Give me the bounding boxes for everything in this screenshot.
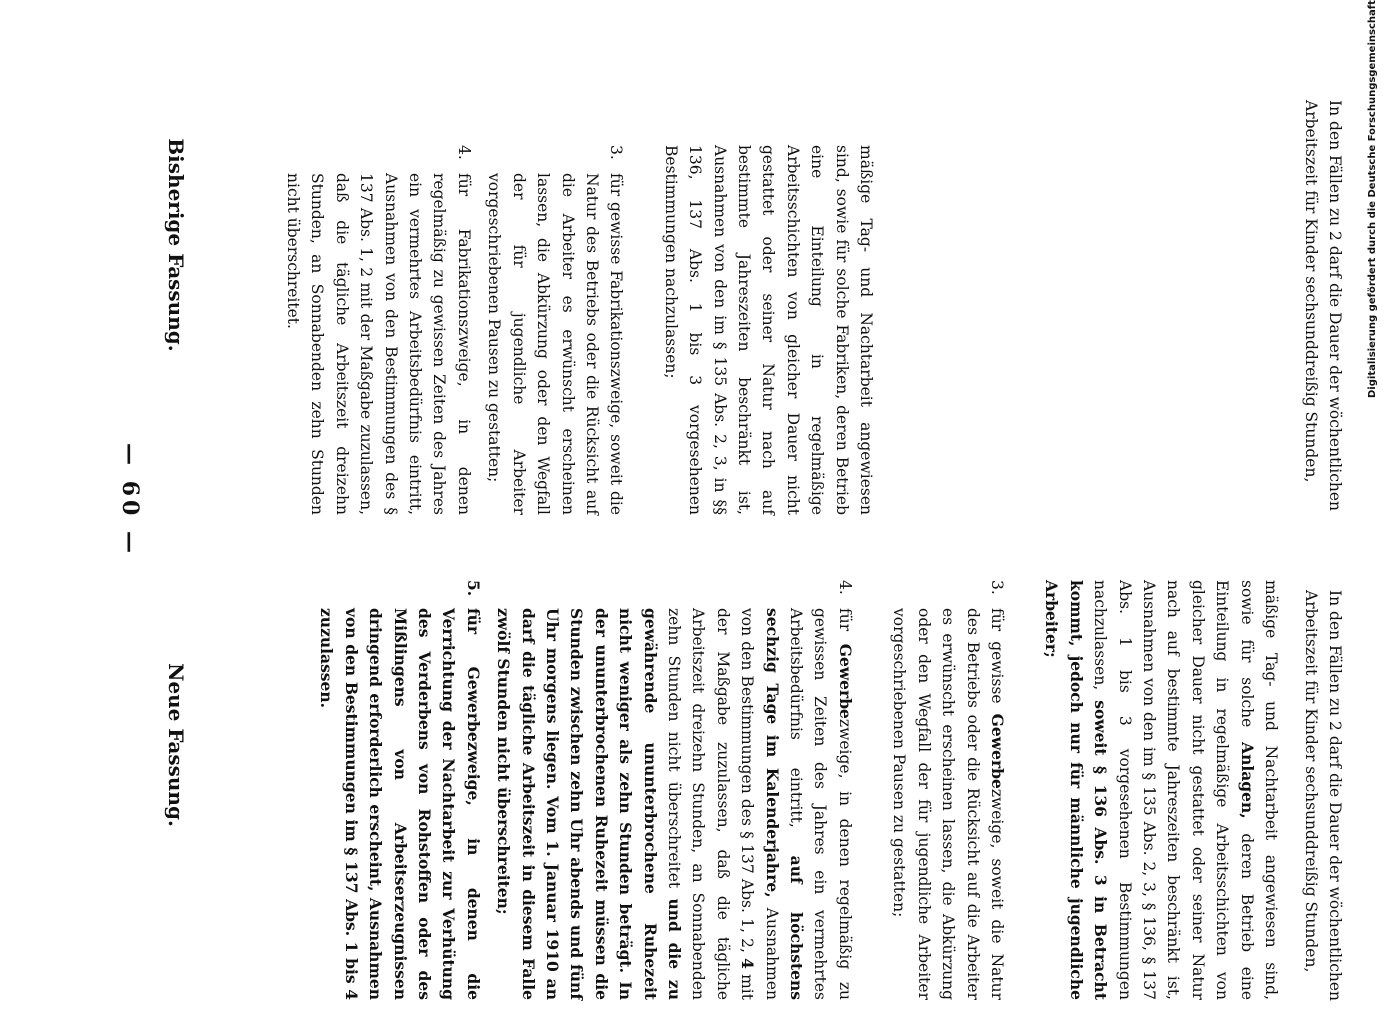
- left-item-4: [281, 145, 476, 515]
- right-item-4: [491, 580, 857, 1000]
- left-column: [218, 145, 878, 515]
- right-item-3-number: 3.: [987, 580, 1006, 595]
- right-item-4-bold-3: 4: [738, 958, 758, 969]
- right-item-4-mid-2: Ausnahmen von den Bestimmungen des § 137 Abs. 1, 2,: [738, 608, 781, 1000]
- credit-text: Digitalisierung gefördert durch die Deutsche Forschungsgemeinschaft: [1367, 0, 1378, 398]
- right-item-4-mid-3: mit der Maßgabe zuzulassen, daß die tägliche Arbeitszeit dreizehn Stunden, an Sonnabenden zehn Stunden nicht überschreitet: [665, 608, 757, 1000]
- right-intro-text-2: deren Betrieb eine Einteilung in regelmäßige Arbeitsschichten von gleicher Dauer nicht gestattet oder seiner Natur nach auf bestimmte Jahreszeiten beschränkt ist, Ausnahmen von den im § 135 Abs. 2, 3, § 136, § 137 Abs. 1 bis 3 vorgesehenen Bestimmungen nachzulassen,: [1091, 580, 1256, 1000]
- left-item-4-text: für Fabrikationszweige, in denen regelmäßig zu gewissen Zeiten des Jahres ein vermehrtes Arbeitsbedürfnis eintritt, Ausnahmen von den Bestimmungen des § 137 Abs. 1, 2 mit der Maßgabe zuzulassen, daß die tägliche Arbeitszeit dreizehn Stunden, an Sonnabenden zehn Stunden nicht überschreitet.: [284, 173, 473, 515]
- right-item-4-bold-4: und die zu gewährende ununterbrochene Ruhezeit nicht weniger als zehn Stunden beträgt. In der ununterbrochenen Ruhezeit müssen die Stunden zwischen zehn Uhr abends und fünf Uhr morgens liegen. Vom 1. Januar 1910 an darf die tägliche Arbeitszeit in diesem Falle zwölf Stunden nicht überschreiten;: [494, 608, 685, 1000]
- right-column: [203, 580, 1283, 1000]
- left-column-heading: Bisherige Fassung.: [164, 138, 188, 352]
- right-item-4-number: 4.: [835, 580, 854, 595]
- right-intro-bold-1: Anlagen,: [1237, 742, 1257, 819]
- right-item-3-pre: für gewisse: [987, 608, 1006, 714]
- left-item-3: [482, 145, 628, 515]
- right-item-4-bold-1: Gewerbe: [835, 643, 855, 719]
- digitization-credit: [1367, 0, 1379, 398]
- left-intro: mäßige Tag- und Nachtarbeit angewiesen sind, sowie für solche Fabriken, deren Betrieb eine Einteilung in regelmäßige Arbeitsschichten von gleicher Dauer nicht gestattet oder seiner Natur nach auf bestimmte Jahreszeiten beschränkt ist, Ausnahmen von den im § 135 Abs. 2, 3, in §§ 136, 137 Abs. 1 bis 3 vorgesehenen Bestimmungen nachzulassen;: [661, 145, 875, 515]
- right-intro-text: mäßige Tag- und Nachtarbeit angewiesen sind, sowie für solche: [1237, 580, 1280, 1000]
- right-item-4-mid-1: zweige, in denen regelmäßig zu gewissen Zeiten des Jahres ein vermehrtes Arbeitsbedürfnis eintritt,: [787, 608, 854, 1001]
- left-bottom-text: In den Fällen zu 2 darf die Dauer der wöchentlichen Arbeitszeit für Kinder sechsunddreißig Stunden,: [1302, 100, 1345, 512]
- left-item-3-number: 3.: [607, 145, 626, 160]
- right-item-3-post: zweige, soweit die Natur des Betriebs oder die Rücksicht auf die Arbeiter es erwünscht erscheinen lassen, die Abkürzung oder den Wegfall der für jugendliche Arbeiter vorgeschriebenen Pausen zu gestatten;: [890, 608, 1006, 1000]
- right-item-5-text: für Gewerbezweige, in denen die Verrichtung der Nachtarbeit zur Verhütung des Verderbens von Rohstoffen oder des Mißlingens von Arbeitserzeugnissen dringend erforderlich erscheint, Ausnahmen von den Bestimmungen im § 137 Abs. 1 bis 4 zuzulassen.: [317, 608, 483, 1000]
- right-column-heading: Neue Fassung.: [164, 663, 188, 827]
- left-bottom-note: [1283, 100, 1363, 520]
- right-intro-bold-2: soweit § 136 Abs. 3 in Betracht kommt, jedoch nur für männliche jugendliche Arbeiter;: [1042, 580, 1111, 1000]
- right-bottom-note: [1283, 590, 1363, 1010]
- right-item-4-pre: für: [835, 608, 854, 644]
- right-item-5-number: 5.: [463, 580, 483, 597]
- right-item-5: [314, 580, 485, 1000]
- right-item-4-bold-2: auf höchstens sechzig Tage im Kalenderjahre,: [762, 608, 807, 1001]
- left-item-4-number: 4.: [454, 145, 473, 160]
- right-item-3: [887, 580, 1009, 1000]
- right-bottom-text: In den Fällen zu 2 darf die Dauer der wöchentlichen Arbeitszeit für Kinder sechsunddreißig Stunden,: [1302, 590, 1345, 1002]
- right-intro: [1039, 580, 1283, 1000]
- left-item-3-text: für gewisse Fabrikationszweige, soweit die Natur des Betriebs oder die Rücksicht auf die Arbeiter es erwünscht erscheinen lassen, die Abkürzung oder den Wegfall der für jugendliche Arbeiter vorgeschriebenen Pausen zu gestatten;: [485, 173, 626, 515]
- page-number: — 60 —: [117, 443, 143, 557]
- right-item-3-bold: Gewerbe: [987, 713, 1007, 789]
